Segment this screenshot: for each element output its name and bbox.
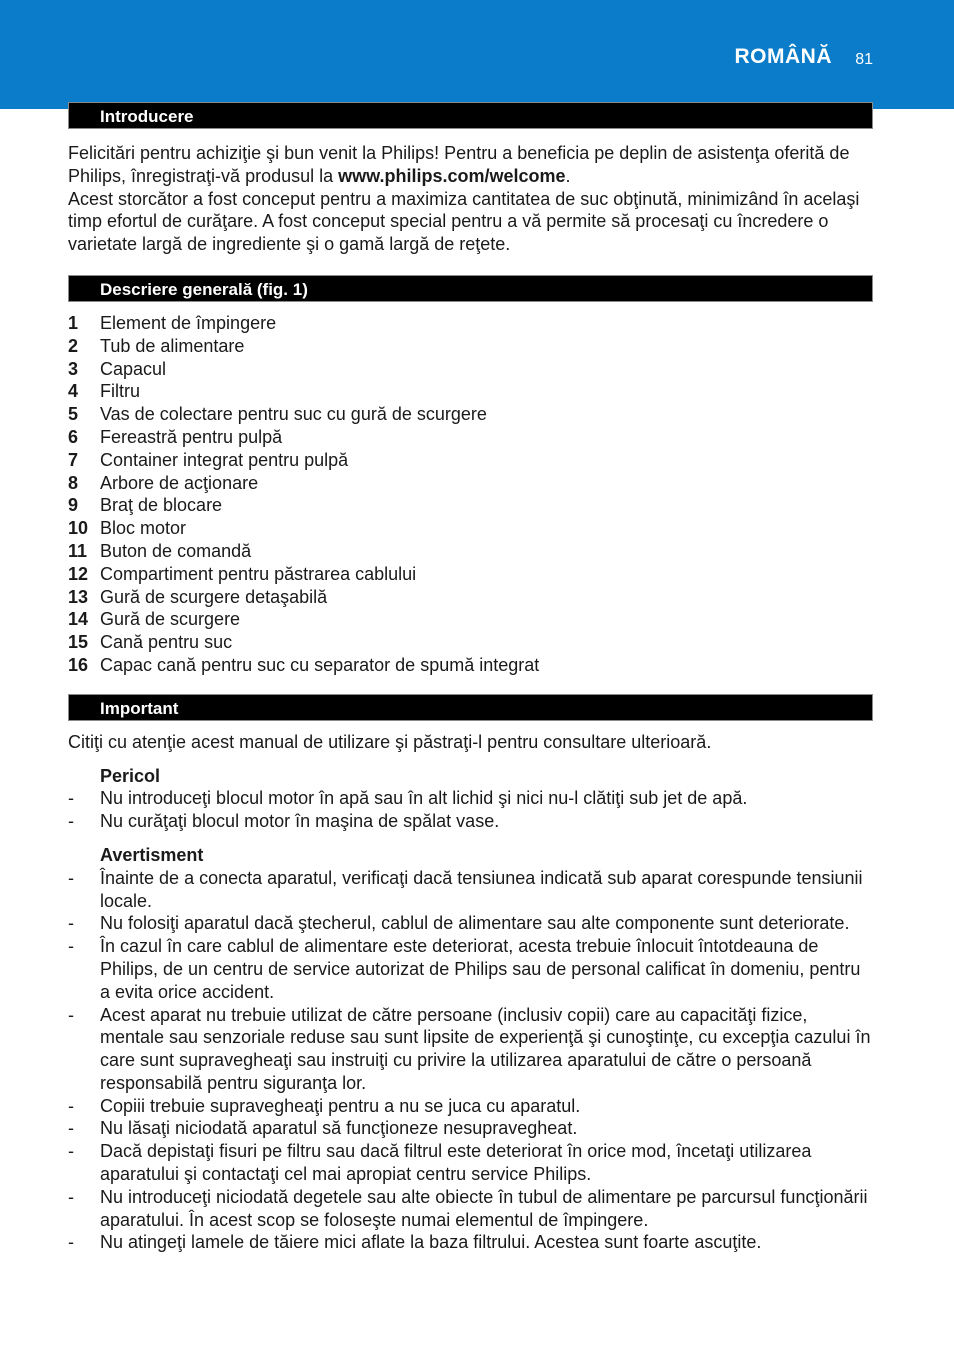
- item-text: Nu introduceţi niciodată degetele sau alte obiecte în tubul de alimentare pe parcursul funcţionării aparatului. În acest scop se foloseşte numai elementul de împingere.: [100, 1186, 868, 1230]
- item-number: 11: [68, 540, 88, 561]
- item-text: Nu folosiţi aparatul dacă ştecherul, cablul de alimentare sau alte componente sunt deteriorate.: [100, 913, 850, 934]
- dash-bullet: -: [68, 936, 74, 957]
- list-item: [68, 449, 873, 472]
- section-title: Descriere generală (fig. 1): [100, 279, 308, 299]
- list-item: [68, 912, 873, 935]
- section-header-descriere: [68, 275, 873, 302]
- item-text: Tub de alimentare: [100, 335, 245, 356]
- section-title: Introducere: [100, 107, 194, 126]
- dash-bullet: -: [68, 913, 74, 934]
- item-number: 16: [68, 654, 89, 675]
- list-item: [68, 1140, 873, 1186]
- item-text: Element de împingere: [100, 312, 277, 333]
- item-number: 14: [68, 609, 89, 630]
- pericol-list: [68, 787, 873, 833]
- item-text: Gură de scurgere: [100, 609, 241, 630]
- section-header-important: [68, 694, 873, 721]
- item-text: Gură de scurgere detaşabilă: [100, 586, 328, 607]
- item-number: 3: [68, 358, 79, 379]
- item-text: Arbore de acţionare: [100, 472, 259, 493]
- item-text: Filtru: [100, 381, 140, 402]
- list-item: [68, 608, 873, 631]
- section-header-introducere: [68, 102, 873, 129]
- item-number: 1: [68, 312, 79, 333]
- item-number: 8: [68, 472, 79, 493]
- list-item: [68, 380, 873, 403]
- item-text: Copiii trebuie supravegheaţi pentru a nu se juca cu aparatul.: [100, 1095, 581, 1116]
- list-item: [68, 787, 873, 810]
- dash-bullet: -: [68, 1232, 74, 1253]
- item-number: 9: [68, 495, 79, 516]
- item-text: Nu lăsaţi niciodată aparatul să funcţioneze nesupravegheat.: [100, 1118, 578, 1139]
- important-intro: Citiţi cu atenţie acest manual de utilizare şi păstraţi-l pentru consultare ulterioară.: [68, 731, 712, 752]
- dash-bullet: -: [68, 867, 74, 888]
- header-bar: [0, 0, 954, 109]
- list-item: [68, 335, 873, 358]
- intro-text-end: .: [565, 165, 571, 186]
- list-item: [68, 1095, 873, 1118]
- item-text: Buton de comandă: [100, 540, 252, 561]
- list-item: [68, 1004, 873, 1095]
- pericol-heading: Pericol: [100, 765, 161, 786]
- section-title: Important: [100, 698, 179, 718]
- list-item: [68, 517, 873, 540]
- dash-bullet: -: [68, 788, 74, 809]
- dash-bullet: -: [68, 1186, 74, 1207]
- list-item: [68, 810, 873, 833]
- list-item: [68, 1231, 873, 1254]
- list-item: [68, 563, 873, 586]
- item-text: Compartiment pentru păstrarea cablului: [100, 563, 417, 584]
- item-text: Container integrat pentru pulpă: [100, 449, 349, 470]
- list-item: [68, 472, 873, 495]
- item-text: Braţ de blocare: [100, 495, 223, 516]
- item-text: Nu introduceţi blocul motor în apă sau în alt lichid şi nici nu-l clătiţi sub jet de apă.: [100, 788, 748, 809]
- item-text: Cană pentru suc: [100, 632, 233, 653]
- list-item: [68, 312, 873, 335]
- item-number: 2: [68, 335, 79, 356]
- intro-paragraph-2: Acest storcător a fost conceput pentru a maximiza cantitatea de suc obţinută, minimizând în acelaşi timp efortul de curăţare. A fost conceput special pentru a vă permite să procesaţi cu încredere o varietate largă de ingrediente şi o gamă largă de reţete.: [68, 188, 860, 255]
- item-number: 6: [68, 426, 79, 447]
- item-text: Vas de colectare pentru suc cu gură de scurgere: [100, 404, 487, 425]
- dash-bullet: -: [68, 1141, 74, 1162]
- list-item: [68, 403, 873, 426]
- list-item: [68, 1186, 873, 1232]
- page-number: 81: [855, 51, 873, 68]
- item-number: 13: [68, 586, 89, 607]
- item-text: Fereastră pentru pulpă: [100, 426, 283, 447]
- item-text: Nu atingeţi lamele de tăiere mici aflate la baza filtrului. Acestea sunt foarte ascuţite.: [100, 1232, 762, 1253]
- dash-bullet: -: [68, 1004, 74, 1025]
- list-item: [68, 935, 873, 1003]
- page-content: [68, 102, 873, 1254]
- item-text: Înainte de a conecta aparatul, verificaţi dacă tensiunea indicată sub aparat corespunde tensiunii locale.: [100, 867, 863, 911]
- list-item: [68, 867, 873, 913]
- welcome-link[interactable]: www.philips.com/welcome: [338, 165, 566, 186]
- intro-text: Felicitări pentru achiziţie şi bun venit la Philips! Pentru a beneficia pe deplin de asistenţa oferită de Philips, înregistraţi-vă produsul la: [68, 143, 850, 186]
- item-text: În cazul în care cablul de alimentare este deteriorat, acesta trebuie înlocuit întotdeauna de Philips, de un centru de service autorizat de Philips sau de personal calificat în domeniu, pentru a evita orice accident.: [100, 936, 861, 1002]
- item-text: Nu curăţaţi blocul motor în maşina de spălat vase.: [100, 811, 500, 832]
- dash-bullet: -: [68, 1095, 74, 1116]
- item-number: 5: [68, 404, 79, 425]
- parts-list: [68, 312, 873, 677]
- item-text: Capacul: [100, 358, 167, 379]
- list-item: [68, 494, 873, 517]
- avertisment-list: [68, 867, 873, 1255]
- item-text: Dacă depistaţi fisuri pe filtru sau dacă filtrul este deteriorat în orice mod, încetaţi utilizarea aparatului şi contactaţi cel mai apropiat centru service Philips.: [100, 1141, 812, 1185]
- item-text: Acest aparat nu trebuie utilizat de către persoane (inclusiv copii) care au capacităţi fizice, mentale sau senzoriale reduse sau sunt lipsite de experienţă şi cunoştinţe, cu excepţia cazului în care sunt supravegheaţi sau instruiţi cu privire la utilizarea aparatului de către o persoană responsabilă pentru siguranţa lor.: [100, 1004, 871, 1093]
- dash-bullet: -: [68, 811, 74, 832]
- item-text: Bloc motor: [100, 518, 187, 539]
- dash-bullet: -: [68, 1118, 74, 1139]
- avertisment-heading: Avertisment: [100, 844, 204, 865]
- item-number: 4: [68, 381, 79, 402]
- item-text: Capac cană pentru suc cu separator de spumă integrat: [100, 654, 540, 675]
- list-item: [68, 586, 873, 609]
- list-item: [68, 631, 873, 654]
- list-item: [68, 1117, 873, 1140]
- item-number: 12: [68, 563, 89, 584]
- item-number: 15: [68, 632, 89, 653]
- list-item: [68, 426, 873, 449]
- item-number: 7: [68, 449, 79, 470]
- list-item: [68, 540, 873, 563]
- item-number: 10: [68, 518, 89, 539]
- list-item: [68, 358, 873, 381]
- language-label: ROMÂNĂ: [734, 45, 832, 68]
- intro-paragraph-1: [68, 142, 873, 188]
- list-item: [68, 654, 873, 677]
